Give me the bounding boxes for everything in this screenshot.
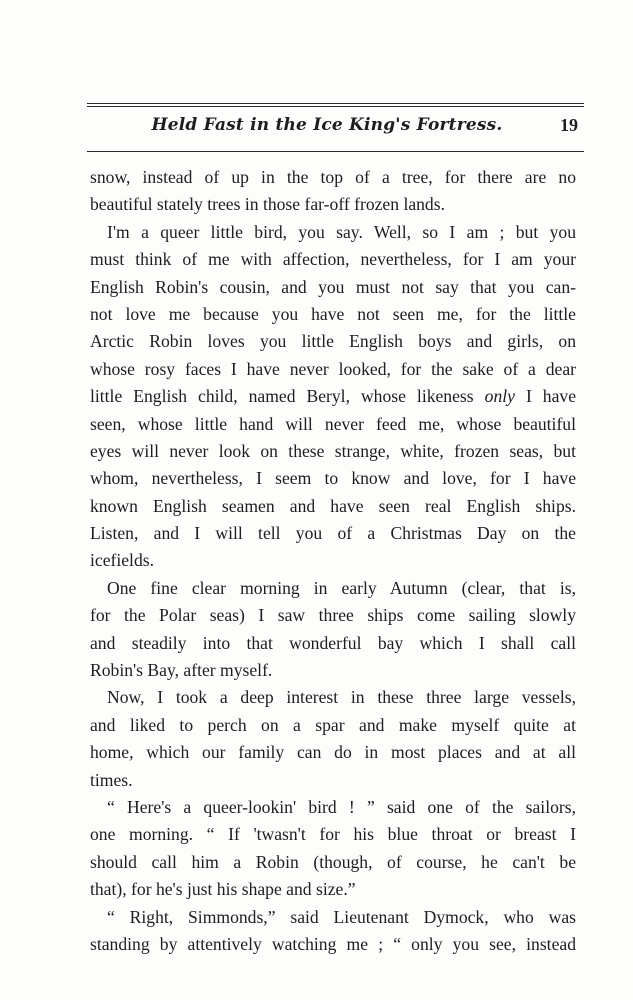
text-segment: and liked to perch on a spar and make myself quite at <box>90 714 576 735</box>
text-segment: Robin's Bay, after myself. <box>90 660 273 681</box>
body-text <box>90 164 576 958</box>
text-segment: one morning. “ If 'twasn't for his blue throat or breast I <box>90 824 576 845</box>
text-segment: icefields. <box>90 550 154 571</box>
text-segment: beautiful stately trees in those far-off frozen lands. <box>90 194 445 215</box>
italic-emphasis: only <box>484 386 515 407</box>
text-segment: eyes will never look on these strange, white, frozen seas, but <box>90 440 576 461</box>
text-segment: little English child, named Beryl, whose likeness <box>90 386 474 407</box>
text-line <box>90 274 576 301</box>
header-rule-bottom <box>87 151 584 152</box>
text-line <box>90 712 576 739</box>
header-rule-top <box>87 103 584 104</box>
text-segment: standing by attentively watching me ; “ only you see, instead <box>90 933 576 954</box>
text-line <box>90 602 576 629</box>
text-line <box>90 438 576 465</box>
text-line <box>90 739 576 766</box>
text-line <box>90 520 576 547</box>
text-line <box>90 164 576 191</box>
text-line <box>90 547 576 574</box>
text-line <box>90 219 576 246</box>
text-line <box>90 684 576 711</box>
text-segment: and steadily into that wonderful bay which I shall call <box>90 632 576 653</box>
running-head <box>87 113 584 143</box>
text-segment: English Robin's cousin, and you must not say that you can- <box>90 276 576 297</box>
text-segment: known English seamen and have seen real English ships. <box>90 495 576 516</box>
text-segment: I'm a queer little bird, you say. Well, so I am ; but you <box>107 221 576 242</box>
text-line <box>90 301 576 328</box>
text-segment: Listen, and I will tell you of a Christmas Day on the <box>90 523 576 544</box>
text-segment: whose rosy faces I have never looked, for the sake of a dear <box>90 358 576 379</box>
text-segment: Arctic Robin loves you little English boys and girls, on <box>90 331 576 352</box>
text-segment: whom, nevertheless, I seem to know and love, for I have <box>90 468 576 489</box>
text-segment: seen, whose little hand will never feed me, whose beautiful <box>90 413 576 434</box>
page-number: 19 <box>560 115 578 135</box>
text-segment: not love me because you have not seen me, for the little <box>90 303 576 324</box>
text-line <box>90 356 576 383</box>
text-segment: times. <box>90 769 133 790</box>
running-title: Held Fast in the Ice King's Fortress. <box>151 115 503 135</box>
text-line <box>90 931 576 958</box>
text-line <box>90 876 576 903</box>
text-segment: for the Polar seas) I saw three ships come sailing slowly <box>90 605 576 626</box>
text-segment: One fine clear morning in early Autumn (clear, that is, <box>107 577 576 598</box>
text-segment: that), for he's just his shape and size.” <box>90 879 356 900</box>
text-line <box>90 821 576 848</box>
text-line <box>90 493 576 520</box>
text-segment: home, which our family can do in most places and at all <box>90 742 576 763</box>
text-line <box>90 794 576 821</box>
text-line <box>90 630 576 657</box>
text-segment: “ Right, Simmonds,” said Lieutenant Dymock, who was <box>107 906 576 927</box>
text-segment: must think of me with affection, nevertheless, for I am your <box>90 249 576 270</box>
text-line <box>90 246 576 273</box>
text-line <box>90 575 576 602</box>
text-segment: “ Here's a queer-lookin' bird ! ” said one of the sailors, <box>107 796 576 817</box>
text-segment: should call him a Robin (though, of course, he can't be <box>90 851 576 872</box>
text-line <box>90 328 576 355</box>
text-segment: snow, instead of up in the top of a tree, for there are no <box>90 167 576 187</box>
text-line <box>90 767 576 794</box>
text-segment: I have <box>514 386 577 407</box>
text-line <box>90 657 576 684</box>
header-rule-top-thick <box>87 106 584 107</box>
text-line <box>90 849 576 876</box>
text-line <box>90 411 576 438</box>
text-line <box>90 904 576 931</box>
text-segment: Now, I took a deep interest in these three large vessels, <box>107 687 576 708</box>
text-line <box>90 465 576 492</box>
text-line <box>90 383 576 410</box>
text-line <box>90 191 576 218</box>
